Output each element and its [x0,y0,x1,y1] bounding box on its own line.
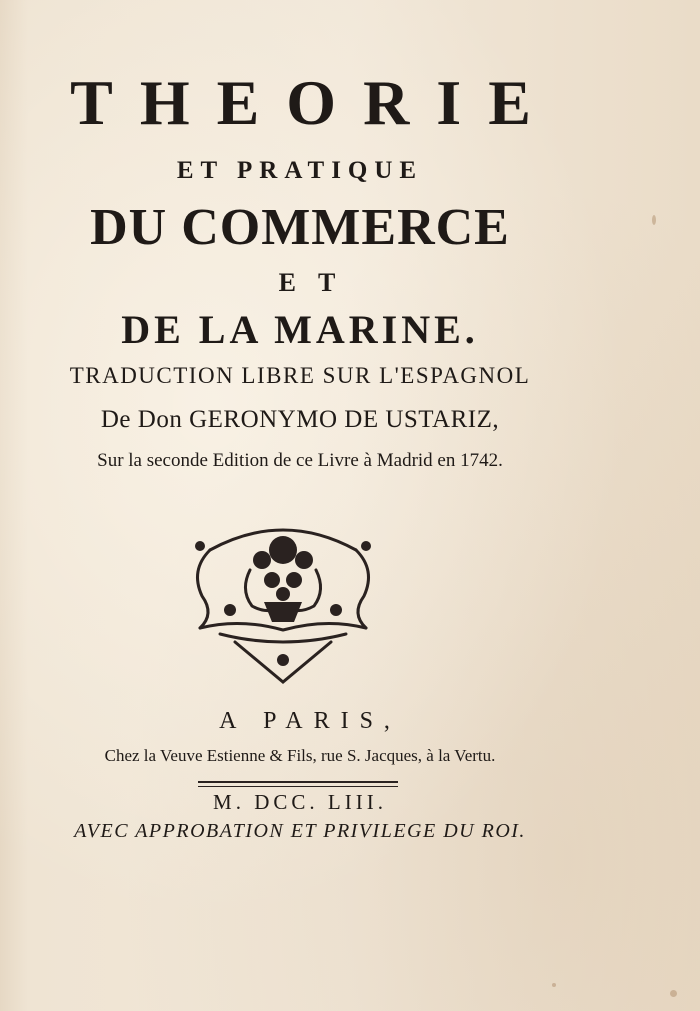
title-et: ET [278,268,358,297]
subtitle-traduction: TRADUCTION LIBRE SUR L'ESPAGNOL [69,363,531,388]
title-theorie: THEORIE [70,67,558,138]
title-de-la-marine: DE LA MARINE. [121,307,479,352]
foxing-spot [552,983,556,987]
imprint-rule-thick [198,781,398,783]
imprint-place: A PARIS, [219,708,401,734]
imprint-rule-thin [198,786,398,787]
subtitle-edition: Sur la seconde Edition de ce Livre à Madrid en 1742. [97,450,503,471]
foxing-spot [652,215,656,225]
printers-flower-basket-ornament-icon [180,510,386,686]
imprint-privilege: AVEC APPROBATION ET PRIVILEGE DU ROI. [74,820,526,842]
title-du-commerce: DU COMMERCE [90,199,510,256]
foxing-spot [670,990,677,997]
subtitle-author: De Don GERONYMO DE USTARIZ, [100,406,500,433]
title-et-pratique: ET PRATIQUE [176,157,424,184]
imprint-date: M. DCC. LIII. [213,790,387,814]
imprint-publisher: Chez la Veuve Estienne & Fils, rue S. Jacques, à la Vertu. [104,746,496,765]
